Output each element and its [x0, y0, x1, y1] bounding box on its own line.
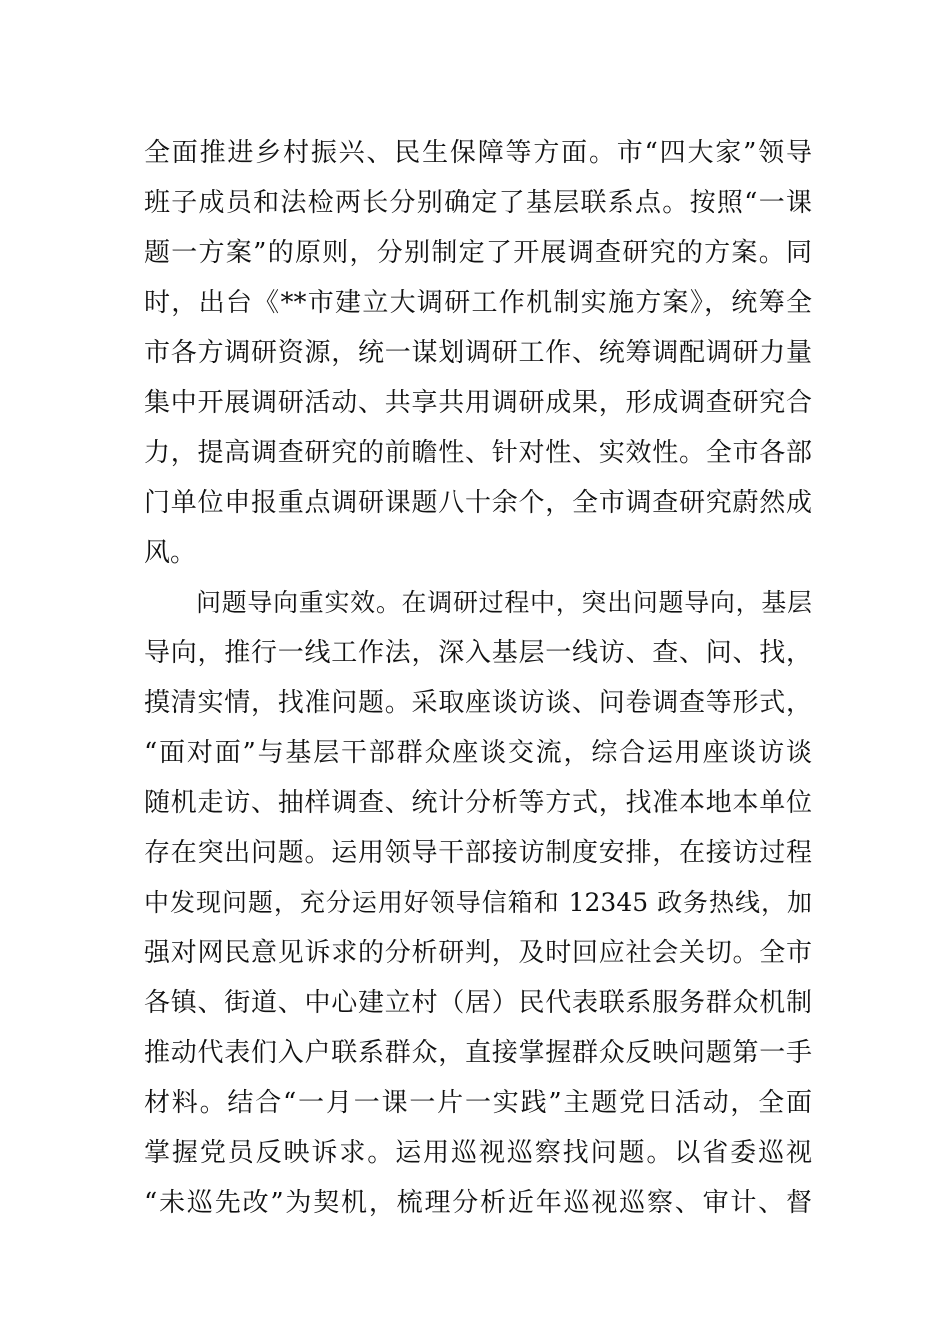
paragraph-2-line: 中发现问题，充分运用好领导信箱和 12345 政务热线，加 [144, 888, 812, 917]
paragraph-2-line: 问题导向重实效。在调研过程中，突出问题导向，基层 [196, 588, 812, 617]
paragraph-1-line: 集中开展调研活动、共享共用调研成果，形成调查研究合 [144, 388, 812, 418]
paragraph-2-line: 摸清实情，找准问题。采取座谈访谈、问卷调查等形式， [144, 688, 812, 718]
paragraph-2-line: 材料。结合“一月一课一片一实践”主题党日活动，全面 [144, 1088, 812, 1118]
paragraph-2-line: 强对网民意见诉求的分析研判，及时回应社会关切。全市 [144, 938, 812, 968]
paragraph-2-line: “面对面”与基层干部群众座谈交流，综合运用座谈访谈 [144, 738, 812, 768]
paragraph-1-line: 班子成员和法检两长分别确定了基层联系点。按照“一课 [144, 188, 812, 218]
paragraph-1-line: 时，出台《**市建立大调研工作机制实施方案》，统筹全 [144, 288, 812, 318]
paragraph-2-line: 存在突出问题。运用领导干部接访制度安排，在接访过程 [144, 838, 812, 868]
paragraph-2-line: “未巡先改”为契机，梳理分析近年巡视巡察、审计、督 [144, 1188, 812, 1218]
paragraph-1-line: 门单位申报重点调研课题八十余个，全市调查研究蔚然成 [144, 488, 812, 518]
paragraph-1-line: 市各方调研资源，统一谋划调研工作、统筹调配调研力量 [144, 338, 812, 368]
paragraph-1-line: 全面推进乡村振兴、民生保障等方面。市“四大家”领导 [144, 138, 812, 168]
paragraph-1-line: 题一方案”的原则，分别制定了开展调查研究的方案。同 [144, 238, 812, 268]
paragraph-2-line: 导向，推行一线工作法，深入基层一线访、查、问、找， [144, 638, 812, 668]
paragraph-2-line: 各镇、街道、中心建立村（居）民代表联系服务群众机制 [144, 988, 812, 1018]
paragraph-2-line: 推动代表们入户联系群众，直接掌握群众反映问题第一手 [144, 1038, 812, 1068]
paragraph-1-line: 风。 [144, 538, 197, 568]
paragraph-2-line: 随机走访、抽样调查、统计分析等方式，找准本地本单位 [144, 788, 812, 818]
paragraph-2-line: 掌握党员反映诉求。运用巡视巡察找问题。以省委巡视 [144, 1138, 812, 1168]
paragraph-1-line: 力，提高调查研究的前瞻性、针对性、实效性。全市各部 [144, 438, 812, 468]
